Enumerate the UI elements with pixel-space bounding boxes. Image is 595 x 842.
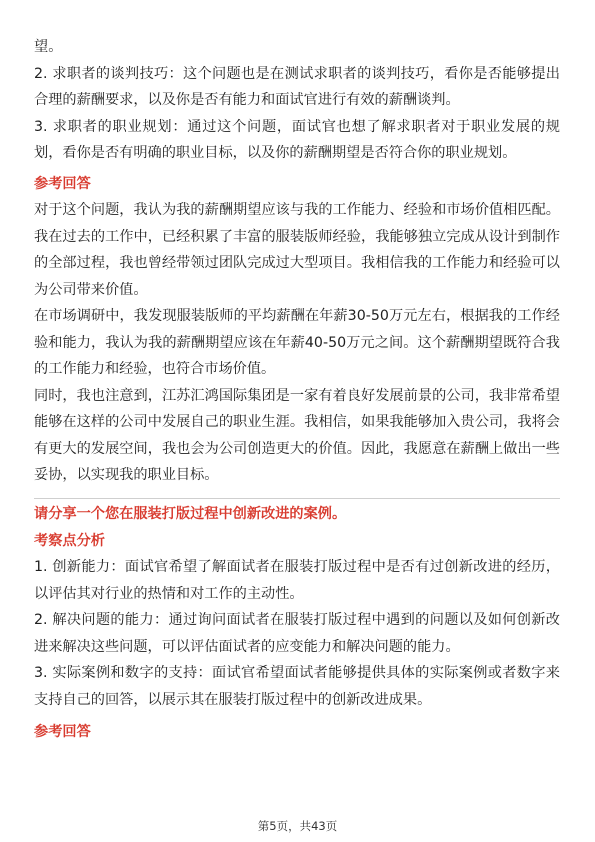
- answer-paragraph: 对于这个问题，我认为我的薪酬期望应该与我的工作能力、经验和市场价值相匹配。我在过去的工作中，已经积累了丰富的服装版师经验，我能够独立完成从设计到制作的全部过程，我也曾经带领过团队完成过大型项目。我相信我的工作能力和经验可以为公司带来价值。: [34, 202, 560, 298]
- reference-answer-heading: 参考回答: [34, 175, 91, 192]
- page-footer: 第5页，共43页: [257, 819, 338, 833]
- analysis-item-1: 1. 创新能力：面试官希望了解面试者在服装打版过程中是否有过创新改进的经历，以评估其对行业的热情和对工作的主动性。: [34, 559, 560, 602]
- document-page: [34, 34, 560, 746]
- continued-text: 望。: [34, 39, 63, 55]
- analysis-heading: 考察点分析: [34, 532, 105, 549]
- reference-answer-heading-2: 参考回答: [34, 724, 91, 740]
- intro-item-2: 2. 求职者的谈判技巧：这个问题也是在测试求职者的谈判技巧，看你是否能够提出合理的薪酬要求，以及你是否有能力和面试官进行有效的薪酬谈判。: [34, 65, 560, 108]
- analysis-item-3: 3. 实际案例和数字的支持：面试官希望面试者能够提供具体的实际案例或者数字来支持自己的回答，以展示其在服装打版过程中的创新改进成果。: [34, 665, 560, 708]
- question-title: 请分享一个您在服装打版过程中创新改进的案例。: [34, 505, 347, 522]
- analysis-item-2: 2. 解决问题的能力：通过询问面试者在服装打版过程中遇到的问题以及如何创新改进来解决这些问题，可以评估面试者的应变能力和解决问题的能力。: [34, 612, 560, 655]
- intro-item-3: 3. 求职者的职业规划：通过这个问题，面试官也想了解求职者对于职业发展的规划，看你是否有明确的职业目标，以及你的薪酬期望是否符合你的职业规划。: [34, 118, 560, 161]
- answer-paragraph: 同时，我也注意到，江苏汇鸿国际集团是一家有着良好发展前景的公司，我非常希望能够在这样的公司中发展自己的职业生涯。我相信，如果我能够加入贵公司，我将会有更大的发展空间，我也会为公司创造更大的价值。因此，我愿意在薪酬上做出一些妥协，以实现我的职业目标。: [34, 387, 560, 483]
- answer-paragraph: 在市场调研中，我发现服装版师的平均薪酬在年薪30-50万元左右，根据我的工作经验和能力，我认为我的薪酬期望应该在年薪40-50万元之间。这个薪酬期望既符合我的工作能力和经验，也符合市场价值。: [34, 308, 560, 377]
- section-divider: [34, 498, 560, 499]
